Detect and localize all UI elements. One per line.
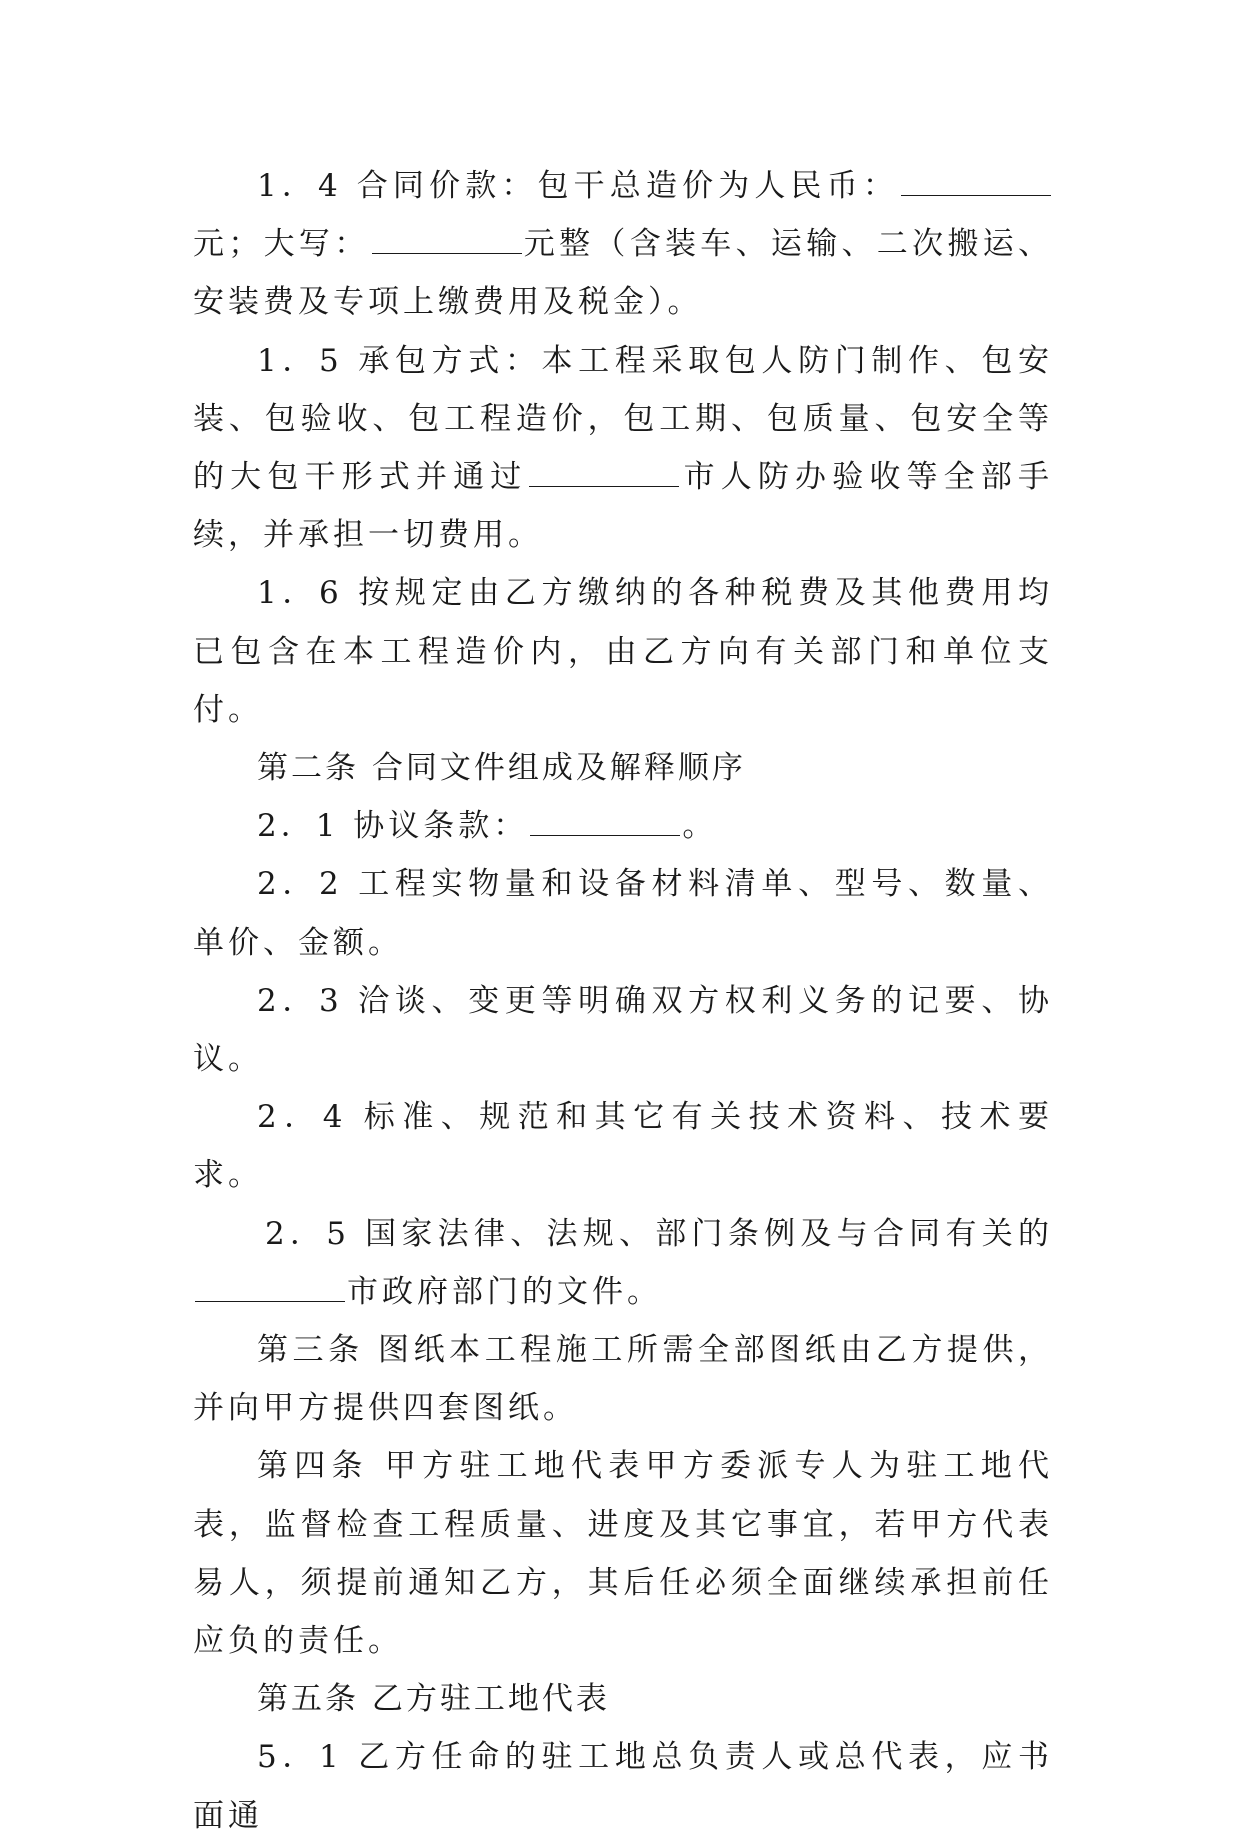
clause-2-5-text-b: 市政府部门的文件。: [347, 1273, 662, 1310]
article-4-text: 第四条 甲方驻工地代表甲方委派专人为驻工地代表，监督检查工程质量、进度及其它事宜，若甲方代表易人，须提前通知乙方，其后任必须全面继续承担前任应负的责任。: [193, 1448, 1053, 1660]
clause-2-2-text: 2．2 工程实物量和设备材料清单、型号、数量、单价、金额。: [193, 866, 1053, 961]
article-5-title: 第五条 乙方驻工地代表: [257, 1681, 610, 1718]
blank-field-total-price: [901, 169, 1051, 196]
blank-field-price-in-words: [372, 227, 522, 254]
clause-2-3-text: 2．3 洽谈、变更等明确双方权利义务的记要、协议。: [193, 982, 1053, 1078]
clause-1-5: [193, 332, 1053, 565]
clause-5-1: [193, 1728, 1053, 1844]
clause-2-4-text: 2．4 标准、规范和其它有关技术资料、技术要求。: [193, 1099, 1053, 1194]
document-body: [193, 157, 1053, 1845]
clause-1-5-text-a: 1．5 承包方式：本工程采取包人防门制作、包安装、包验收、包工程造价，包工期、包质量、包安全等的大包干形式并通过: [193, 342, 1053, 496]
clause-1-6-text: 1．6 按规定由乙方缴纳的各种税费及其他费用均已包含在本工程造价内，由乙方向有关部门和单位支付。: [193, 575, 1053, 728]
clause-1-6: [193, 564, 1053, 739]
blank-field-agreement-terms: [530, 809, 680, 836]
article-2-title: 第二条 合同文件组成及解释顺序: [257, 750, 746, 787]
clause-2-3: [193, 972, 1053, 1088]
clause-1-4-text-c: 元整（含装车、运输、二次搬运、安装费及专项上缴费用及税金）。: [193, 226, 1053, 321]
clause-5-1-text: 5．1 乙方任命的驻工地总负责人或总代表，应书面通: [193, 1739, 1053, 1834]
article-4: [193, 1437, 1053, 1670]
article-2-heading: [193, 739, 1053, 797]
clause-2-5: [193, 1205, 1053, 1321]
clause-2-1-text-a: 2．1 协议条款：: [257, 808, 529, 845]
clause-1-4-text-a: 1．4 合同价款：包干总造价为人民币：: [257, 168, 899, 204]
clause-2-2: [193, 855, 1053, 971]
clause-2-1-text-b: 。: [682, 808, 718, 845]
clause-1-5-text-b: 市人防办验收等全部手续，并承担一切费用。: [193, 459, 1053, 554]
clause-2-1: [193, 797, 1053, 855]
clause-2-4: [193, 1088, 1053, 1204]
clause-1-4: [193, 157, 1053, 332]
clause-1-4-text-b: 元；大写：: [193, 226, 370, 263]
blank-field-municipal: [195, 1275, 345, 1302]
article-5-heading: [193, 1670, 1053, 1728]
article-3: [193, 1321, 1053, 1437]
clause-2-5-text-a: 2．5 国家法律、法规、部门条例及与合同有关的: [265, 1215, 1053, 1252]
article-3-text: 第三条 图纸本工程施工所需全部图纸由乙方提供，并向甲方提供四套图纸。: [193, 1332, 1053, 1427]
blank-field-city: [529, 460, 679, 487]
